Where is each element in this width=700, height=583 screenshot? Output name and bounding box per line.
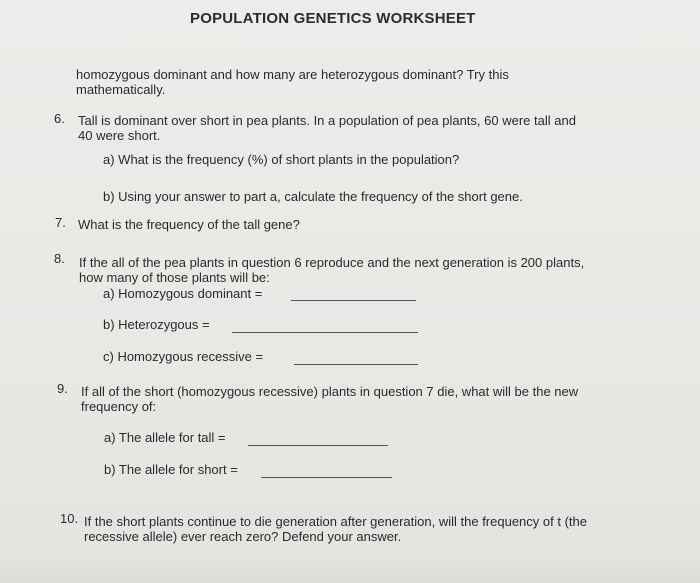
question-8a: a) Homozygous dominant = [103,286,263,301]
answer-blank-8b[interactable] [232,332,418,333]
answer-blank-8a[interactable] [291,300,416,301]
intro-line-2: mathematically. [76,82,166,97]
answer-blank-9a[interactable] [248,445,388,446]
question-8-line-1: If the all of the pea plants in question 6 reproduce and the next generation is 200 plants, [79,255,585,270]
intro-line-1: homozygous dominant and how many are heterozygous dominant? Try this [76,67,509,82]
question-7-text: What is the frequency of the tall gene? [78,217,300,232]
question-9-line-2: frequency of: [81,399,157,414]
question-8-line-2: how many of those plants will be: [79,270,270,285]
question-8b: b) Heterozygous = [103,317,210,332]
question-8c: c) Homozygous recessive = [103,349,264,364]
question-8-number: 8. [54,251,65,266]
question-7-number: 7. [55,215,66,230]
question-9b: b) The allele for short = [104,462,238,477]
question-6b: b) Using your answer to part a, calculate the frequency of the short gene. [103,189,523,204]
answer-blank-8c[interactable] [294,364,418,365]
page-title: POPULATION GENETICS WORKSHEET [190,10,476,27]
question-10-line-1: If the short plants continue to die generation after generation, will the frequency of t (the [84,514,587,529]
question-6a: a) What is the frequency (%) of short plants in the population? [103,152,460,167]
question-6-number: 6. [54,111,65,126]
question-9-line-1: If all of the short (homozygous recessive) plants in question 7 die, what will be the new [81,384,579,399]
page-shadow [0,553,700,583]
question-6-line-1: Tall is dominant over short in pea plants. In a population of pea plants, 60 were tall and [78,113,576,128]
question-9a: a) The allele for tall = [104,430,226,445]
answer-blank-9b[interactable] [261,477,392,478]
question-6-line-2: 40 were short. [78,128,161,143]
question-10-number: 10. [60,511,79,526]
question-10-line-2: recessive allele) ever reach zero? Defend your answer. [84,529,402,544]
question-9-number: 9. [57,381,68,396]
